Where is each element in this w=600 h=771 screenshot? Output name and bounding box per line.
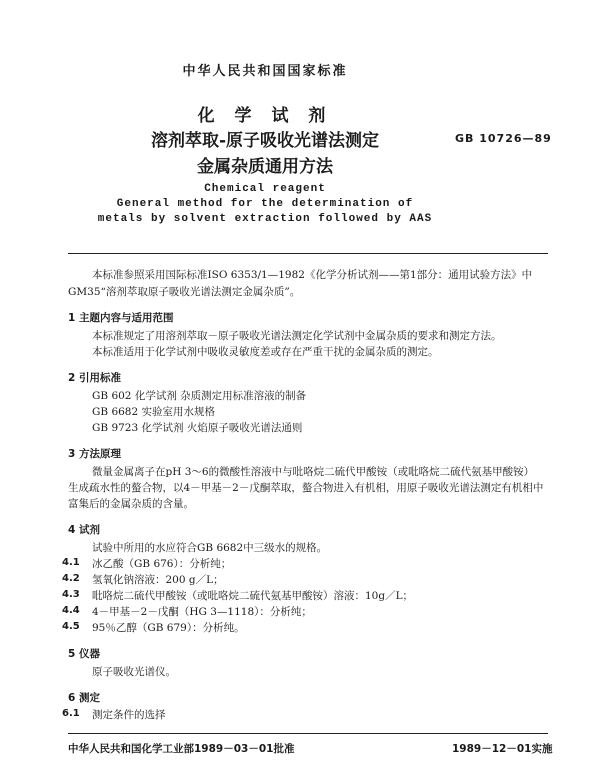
principle-line-1: 微量金属离子在pH 3～6的微酸性溶液中与吡咯烷二硫代甲酸铵（或吡咯烷二硫代氨基甲酸铵） <box>92 466 535 478</box>
section-5-heading: 5 仪器 <box>68 648 100 660</box>
english-title-line-2: General method for the determination of <box>116 198 414 210</box>
section-3-heading: 3 方法原理 <box>68 448 121 460</box>
english-title-line-3: metals by solvent extraction followed by AAS <box>97 213 433 225</box>
footer-divider <box>68 733 548 734</box>
reference-gb6682: GB 6682 实验室用水规格 <box>92 406 216 418</box>
title-line-1: 化 学 试 剂 <box>197 106 333 126</box>
reference-gb9723: GB 9723 化学试剂 火焰原子吸收光谱法通则 <box>92 422 303 434</box>
instrument-text: 原子吸收光谱仪。 <box>92 666 176 678</box>
section-2-heading: 2 引用标准 <box>68 372 121 384</box>
principle-line-3: 富集后的金属杂质的含量。 <box>68 498 194 510</box>
section-4-heading: 4 试剂 <box>68 524 100 536</box>
reagent-number: 4.3 <box>62 589 80 600</box>
subsection-number: 6.1 <box>62 708 80 719</box>
reagent-number: 4.5 <box>62 621 80 632</box>
reagent-text: 4－甲基－2－戊酮（HG 3—1118）：分析纯； <box>92 606 312 618</box>
section-1-para-2: 本标准适用于化学试剂中吸收灵敏度差或存在严重干扰的金属杂质的测定。 <box>92 346 439 358</box>
subsection-text: 测定条件的选择 <box>92 709 166 721</box>
reagent-number: 4.1 <box>62 557 80 568</box>
implementation-date: 1989－12－01实施 <box>452 743 553 755</box>
intro-line-2: GM35“溶剂萃取原子吸收光谱法测定金属杂质”。 <box>68 286 301 298</box>
title-line-3: 金属杂质通用方法 <box>197 157 333 177</box>
approval-date: 中华人民共和国化学工业部1989－03－01批准 <box>68 743 295 755</box>
reagent-water-note: 试验中所用的水应符合GB 6682中三级水的规格。 <box>92 542 328 554</box>
reagent-number: 4.4 <box>62 605 80 616</box>
header-divider <box>68 253 548 254</box>
reagent-text: 氢氧化钠溶液：200 g／L； <box>92 574 224 586</box>
reagent-text: 吡咯烷二硫代甲酸铵（或吡咯烷二硫代氨基甲酸铵）溶液：10g／L； <box>92 590 414 602</box>
title-line-2: 溶剂萃取-原子吸收光谱法测定 <box>150 131 380 151</box>
section-1-para-1: 本标准规定了用溶剂萃取－原子吸收光谱法测定化学试剂中金属杂质的要求和测定方法。 <box>92 330 502 342</box>
principle-line-2: 生成疏水性的螯合物，以4－甲基－2－戊酮萃取，螯合物进入有机相，用原子吸收光谱法测定有机相中 <box>68 482 544 494</box>
reagent-text: 95％乙醇（GB 679）：分析纯。 <box>92 622 245 634</box>
section-1-heading: 1 主题内容与适用范围 <box>68 312 174 324</box>
issuing-authority-header: 中华人民共和国国家标准 <box>182 64 348 79</box>
reagent-text: 冰乙酸（GB 676）：分析纯； <box>92 558 232 570</box>
reference-gb602: GB 602 化学试剂 杂质测定用标准溶液的制备 <box>92 390 307 402</box>
english-title-line-1: Chemical reagent <box>204 183 326 195</box>
standard-code: GB 10726—89 <box>455 132 552 145</box>
reagent-number: 4.2 <box>62 573 80 584</box>
intro-line-1: 本标准参照采用国际标准ISO 6353/1—1982《化学分析试剂——第1部分：通用试验方法》中 <box>92 269 533 281</box>
section-6-heading: 6 测定 <box>68 692 100 704</box>
